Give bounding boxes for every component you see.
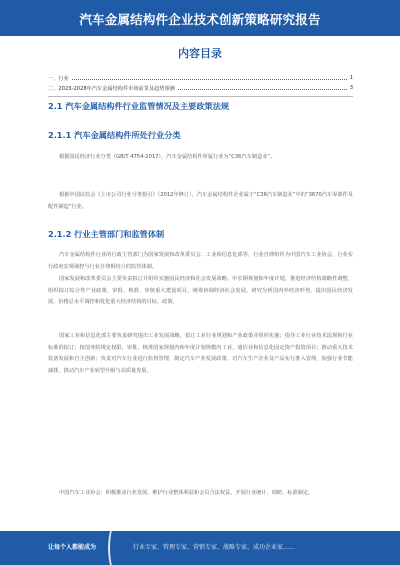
paragraph-miit-duties: 国家工业和信息化部主要负责研究提出工业发展战略，拟订工业行业规划和产业政策并组织实施；指导工业行业技术法规和行业标准的拟订；按国务院规定权限，审批、核准国家规划内和年度计划规模内工业、通信业和信息化固定资产投资项目；推动重大技术装备发展和自主创新；负责对汽车行业进行监督管理，制定汽车产业发展政策，对汽车生产企业及产品实行准入管理，加强行业节能减排，推动汽车产业转型升级与高质量发展。 — [48, 333, 353, 374]
toc-entry-page: 1 — [349, 75, 353, 81]
toc-entry-2[interactable] — [48, 85, 353, 95]
paragraph-regulatory-system: 汽车金属结构件行业的行政主管部门为国家发展和改革委员会、工业和信息化部等，行业自律组织为中国汽车工业协会，行业实行政府宏观调控与行业自律相结合的监管体制。 — [48, 252, 353, 270]
paragraph-industry-classification: 根据国民经济行业分类（GB/T 4754-2017），汽车金属结构件所属行业为“C36汽车制造业”。 — [59, 154, 276, 160]
toc-divider — [48, 96, 353, 97]
footer-roles: 行业专家、管理专家、营销专家、战略专家、成功企业家…… — [133, 544, 296, 551]
report-header — [0, 0, 400, 36]
toc-entry-page: 3 — [349, 85, 353, 91]
report-title: 汽车金属结构件企业技术创新策略研究报告 — [79, 12, 321, 27]
toc-entry-label: 二、2023-2028年汽车金属结构件市场前景及趋势预测 — [48, 86, 175, 92]
toc-title: 内容目录 — [178, 47, 222, 60]
report-footer — [0, 531, 400, 565]
toc-entry-1[interactable] — [48, 75, 353, 85]
footer-slogan: 让每个人都能成为 — [48, 544, 97, 551]
paragraph-csrc-classification: 根据中国证监会《上市公司行业分类指引》（2012年修订），汽车金属结构件企业属于“C36汽车制造业”中的“3670汽车零部件及配件制造”行业。 — [48, 192, 353, 210]
section-heading-2-1: 2.1 汽车金属结构件行业监管情况及主要政策法规 — [48, 101, 230, 111]
toc-entry-label: 一、行业 — [48, 76, 69, 82]
paragraph-ndrc-duties: 国家发展和改革委员会主要负责拟订并组织实施国民经济和社会发展战略、中长期规划和年度计划，推进经济结构战略性调整，组织拟订综合性产业政策，审批、核准、审核重大建设项目，统筹协调经济社会发展，研究分析国内外经济形势，提出国民经济发展、价格总水平调控和优化重大经济结构的目标、政策。 — [48, 276, 353, 306]
toc-leader-dots — [48, 79, 353, 80]
footer-decorative-arc — [108, 531, 134, 565]
paragraph-caam-duties: 中国汽车工业协会：积极推动行业发展，维护行业整体利益和会员合法权益，开展行业统计、调研、标准制定。 — [59, 490, 314, 496]
section-heading-2-1-1: 2.1.1 汽车金属结构件所处行业分类 — [48, 130, 181, 140]
section-heading-2-1-2: 2.1.2 行业主管部门和监管体制 — [48, 229, 165, 239]
